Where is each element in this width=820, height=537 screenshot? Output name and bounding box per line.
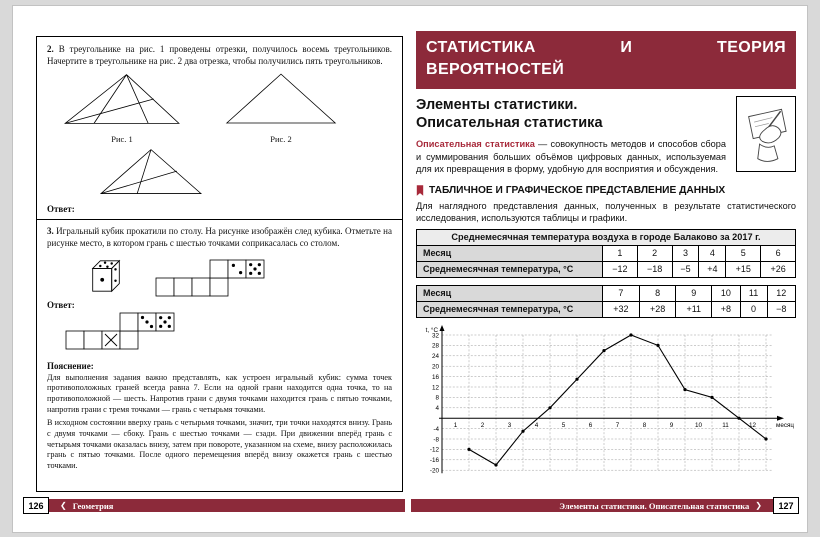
chapter-banner-line2: ВЕРОЯТНОСТЕЙ (426, 61, 565, 79)
svg-text:7: 7 (615, 422, 620, 430)
chevron-left-icon: ❮ (60, 500, 67, 510)
table-cell: 6 (761, 245, 796, 261)
problem-3-answer-label: Ответ: (47, 299, 75, 310)
problem-3-answer-figure (65, 312, 392, 355)
footer-right (411, 497, 799, 514)
explanation-title: Пояснение: (47, 360, 94, 371)
left-page-frame (36, 36, 403, 492)
problem-2-number: 2. (47, 44, 54, 54)
problem-2 (47, 44, 392, 67)
table-caption: Среднемесячная температура воздуха в городе Балаково за 2017 г. (416, 229, 796, 245)
section-bookmark-icon (416, 185, 424, 196)
svg-text:12: 12 (748, 422, 757, 430)
temperature-line-chart (416, 325, 796, 481)
footer-left-label: Геометрия (72, 500, 114, 511)
footer-right-bar (411, 499, 784, 512)
table-cell: +32 (603, 301, 640, 317)
problem-2-text: В треугольнике на рис. 1 проведены отрезки, получилось восемь треугольников. Начертите в треугольнике на рис. 2 два отрезка, чтобы получились пять треугольников. (47, 44, 392, 66)
table-row (417, 301, 796, 317)
section-divider (37, 219, 402, 220)
table-cell: 9 (676, 285, 712, 301)
answer-triangle-diagram (99, 147, 203, 197)
svg-text:-16: -16 (429, 456, 439, 464)
table-cell: 4 (699, 245, 726, 261)
table-cell: −12 (603, 261, 638, 277)
problem-3-number: 3. (47, 226, 54, 237)
table-cell: −5 (672, 261, 699, 277)
svg-text:-12: -12 (429, 446, 439, 454)
table-cell: 11 (740, 285, 767, 301)
table-cell: Среднемесячная температура, °С (417, 301, 603, 317)
svg-text:10: 10 (694, 422, 703, 430)
svg-text:3: 3 (507, 422, 512, 430)
figure-2 (225, 71, 337, 144)
figure-1 (63, 71, 181, 144)
writing-hand-illustration-box (736, 96, 796, 172)
problem-2-answer-label: Ответ: (47, 204, 75, 215)
svg-text:6: 6 (588, 422, 593, 430)
table-cell: +15 (726, 261, 761, 277)
figure-2-caption: Рис. 2 (270, 134, 292, 145)
definition-body: — совокупность методов и способов сбора и суммирования больших объёмов цифровых данных, используемая для их превращения в форму, удобную для восприятия и обсуждения. (416, 139, 726, 175)
problem-2-answer-figure (99, 147, 392, 202)
page-number-right: 127 (773, 497, 799, 514)
svg-text:16: 16 (431, 373, 439, 381)
svg-text:4: 4 (534, 422, 539, 430)
definition-paragraph (416, 138, 726, 176)
table-cell: +4 (699, 261, 726, 277)
die-icon (87, 255, 125, 297)
footer-left (23, 497, 405, 514)
page-title-line1: Элементы статистики. (416, 96, 578, 113)
section-header (416, 185, 796, 196)
table-cell: Среднемесячная температура, °С (417, 261, 603, 277)
table-cell: +28 (639, 301, 676, 317)
explanation-paragraph: Для выполнения задания важно представлять, как устроен игральный кубик: сумма точек противоположных граней всегда равна 7. Если на одной грани находится одна точка, то на противоположной — шесть. Напротив грани с двумя точками находится грань с пятью точками, напротив грани с тремя точками — грань с четырьмя точками. (47, 372, 392, 414)
dice-trace-figure (87, 255, 392, 297)
page-title-line2: Описательная статистика (416, 114, 603, 131)
table-cell: 2 (637, 245, 672, 261)
footer-left-bar (36, 499, 405, 512)
svg-text:t, °С: t, °С (425, 326, 438, 334)
table-cell: Месяц (417, 245, 603, 261)
section-intro: Для наглядного представления данных, полученных в результате статистического исследования, используются таблицы и графики. (416, 200, 796, 223)
triangle-diagram-fig2 (225, 71, 337, 127)
problem-3 (47, 226, 392, 249)
page-title (416, 96, 726, 132)
table-cell: +8 (712, 301, 740, 317)
table-cell: +26 (761, 261, 796, 277)
svg-text:20: 20 (431, 363, 439, 371)
table-cell: 12 (767, 285, 796, 301)
svg-text:28: 28 (431, 342, 439, 350)
table-cell: +11 (676, 301, 712, 317)
table-row (417, 285, 796, 301)
table-cell: −8 (767, 301, 796, 317)
svg-text:-4: -4 (433, 425, 439, 433)
svg-text:32: 32 (431, 332, 439, 340)
figure-1-caption: Рис. 1 (111, 134, 133, 145)
table-cell: Месяц (417, 285, 603, 301)
svg-text:24: 24 (431, 352, 439, 360)
triangle-diagram-fig1 (63, 71, 181, 127)
chapter-banner-line1: СТАТИСТИКА И ТЕОРИЯ (426, 39, 786, 56)
svg-text:-20: -20 (429, 467, 439, 475)
svg-text:9: 9 (669, 422, 674, 430)
table-cell: 0 (740, 301, 767, 317)
svg-text:11: 11 (722, 422, 729, 430)
svg-text:-8: -8 (433, 436, 439, 444)
svg-text:4: 4 (435, 404, 439, 412)
table-row (417, 245, 796, 261)
problem-3-text: Игральный кубик прокатили по столу. На рисунке изображён след кубика. Отметьте на рисунке место, в котором грань с шестью точками соприкасалась со столом. (47, 226, 392, 249)
svg-text:12: 12 (431, 384, 439, 392)
line-chart-svg (416, 325, 796, 481)
right-page (416, 31, 796, 481)
table-cell: −18 (637, 261, 672, 277)
heading-column (416, 96, 726, 176)
book-spread (12, 5, 808, 533)
chapter-banner (416, 31, 796, 89)
table-cell: 1 (603, 245, 638, 261)
dice-net-question (155, 259, 265, 297)
table-cell: 3 (672, 245, 699, 261)
svg-text:8: 8 (642, 422, 647, 430)
table-cell: 5 (726, 245, 761, 261)
temperature-table-1 (416, 245, 796, 278)
dice-net-answer (65, 312, 175, 350)
problem-2-figures (63, 71, 392, 144)
chevron-right-icon: ❯ (755, 500, 762, 510)
page-number-left: 126 (23, 497, 49, 514)
table-cell: 10 (712, 285, 740, 301)
table-cell: 7 (603, 285, 640, 301)
svg-text:2: 2 (480, 422, 485, 430)
svg-text:1: 1 (453, 422, 458, 430)
section-title: ТАБЛИЧНОЕ И ГРАФИЧЕСКОЕ ПРЕДСТАВЛЕНИЕ ДАННЫХ (429, 184, 726, 196)
footer-right-label: Элементы статистики. Описательная статистика (559, 500, 750, 511)
heading-row (416, 96, 796, 176)
temperature-table-2 (416, 285, 796, 318)
svg-text:8: 8 (435, 394, 439, 402)
explanation-paragraph: В исходном состоянии вверху грань с четырьмя точками, значит, три точки находятся внизу. Грань с двумя точками — сбоку. Грань с шестью точками — сзади. При движении вперёд грань с четырьмя точками оказалась внизу, затем при повороте, указанном на схеме, внизу расположилась грань с пятью точками. После одного перемещения вперёд внизу окажется грань с шестью точками. (47, 418, 392, 470)
table-cell: 8 (639, 285, 676, 301)
table-row (417, 261, 796, 277)
svg-text:месяц: месяц (776, 422, 794, 430)
definition-term: Описательная статистика (416, 139, 535, 150)
svg-text:5: 5 (561, 422, 566, 430)
writing-hand-icon (741, 102, 791, 166)
